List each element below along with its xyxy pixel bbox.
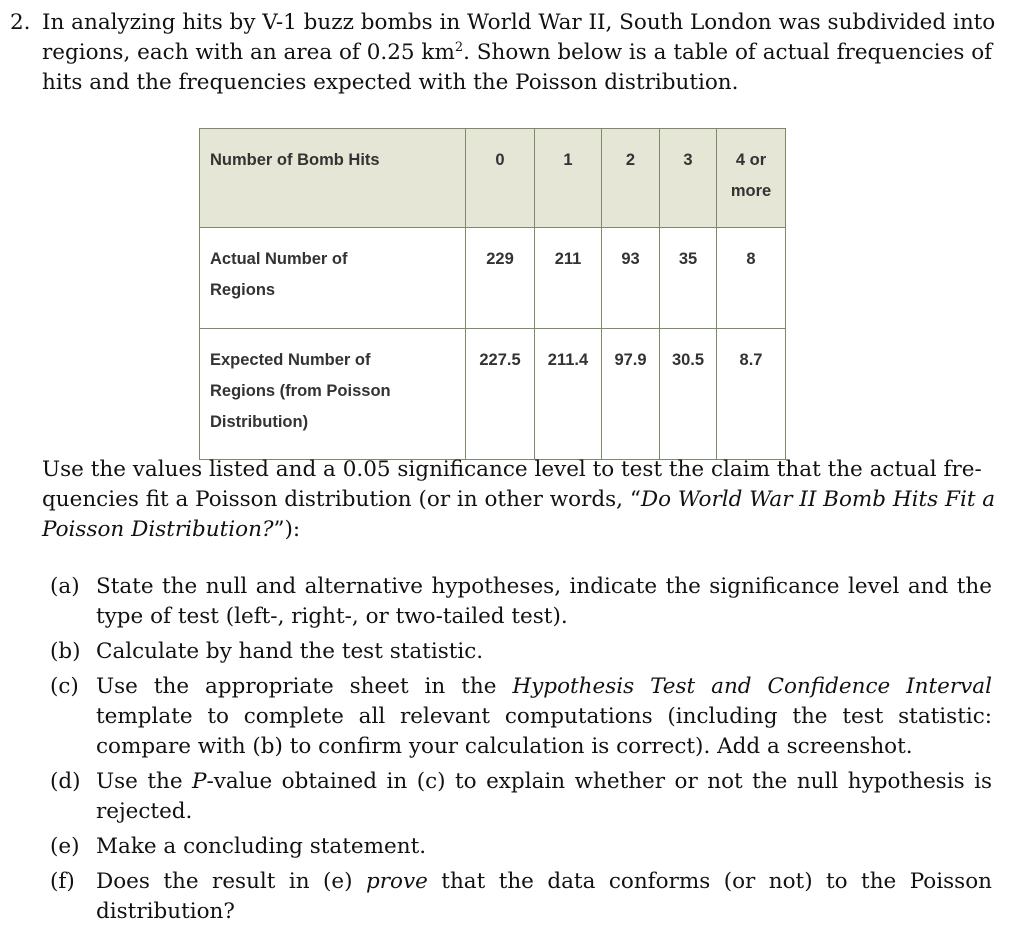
item-marker: (b)	[50, 639, 81, 664]
item-marker: (d)	[50, 769, 81, 794]
item-text: State the null and alternative hypotheses, indicate the significance level and the type of test (left-, right-, or two-tailed test).	[96, 574, 992, 629]
row-label: Expected Number of Regions (from Poisson Distribution)	[200, 329, 466, 460]
column-header: 1	[535, 129, 602, 228]
table-cell: 35	[660, 228, 717, 329]
list-item	[50, 672, 992, 762]
superscript-2: 2	[454, 39, 464, 55]
column-header: 3	[660, 129, 717, 228]
instruction-line-1: Use the values listed and a 0.05 significance level to test the claim that the actual fre-	[42, 457, 982, 482]
list-item	[50, 767, 992, 827]
table-row	[200, 329, 786, 460]
header-label: Number of Bomb Hits	[200, 129, 466, 228]
table-cell: 229	[466, 228, 535, 329]
instruction-line-3: Poisson Distribution?”):	[42, 517, 301, 542]
item-text: Does the result in (e) prove that the data conforms (or not) to the Poisson distribution?	[96, 869, 992, 924]
table-cell: 30.5	[660, 329, 717, 460]
intro-line-2: regions, each with an area of 0.25 $km^2$. Shown below is a table of actual frequencies of	[42, 39, 993, 65]
intro-line-3: hits and the frequencies expected with the Poisson distribution.	[42, 70, 739, 95]
item-marker: (c)	[50, 674, 79, 699]
column-header: 2	[602, 129, 660, 228]
item-marker: (f)	[50, 869, 75, 894]
table-cell: 97.9	[602, 329, 660, 460]
table-cell: 93	[602, 228, 660, 329]
row-label: Actual Number of Regions	[200, 228, 466, 329]
column-header: 4 or more	[717, 129, 786, 228]
list-item	[50, 572, 992, 632]
item-text: Make a concluding statement.	[96, 834, 427, 859]
item-text: Use the P-value obtained in (c) to explain whether or not the null hypothesis is rejected.	[96, 769, 992, 824]
intro-line-1: In analyzing hits by V-1 buzz bombs in World War II, South London was subdivided into	[42, 10, 996, 35]
list-item	[50, 832, 992, 862]
table-cell: 211.4	[535, 329, 602, 460]
item-text: Calculate by hand the test statistic.	[96, 639, 484, 664]
list-item	[50, 867, 992, 927]
column-header: 0	[466, 129, 535, 228]
item-marker: (e)	[50, 834, 80, 859]
table-row	[200, 228, 786, 329]
table-cell: 8.7	[717, 329, 786, 460]
table-cell: 211	[535, 228, 602, 329]
item-marker: (a)	[50, 574, 80, 599]
table-cell: 8	[717, 228, 786, 329]
item-text: Use the appropriate sheet in the Hypothesis Test and Confidence Interval template to complete all relevant computations (including the test statistic: compare with (b) to confirm your calculation is correct). Add a screenshot.	[96, 674, 992, 759]
parts-list	[50, 572, 992, 932]
bomb-hits-table	[199, 128, 786, 460]
table-cell: 227.5	[466, 329, 535, 460]
table-header-row	[200, 129, 786, 228]
problem-number: 2.	[10, 10, 31, 35]
problem-intro	[42, 8, 996, 98]
list-item	[50, 637, 992, 667]
instruction-paragraph	[42, 455, 996, 545]
instruction-line-2: quencies fit a Poisson distribution (or in other words, “Do World War II Bomb Hits Fit a	[42, 487, 996, 512]
